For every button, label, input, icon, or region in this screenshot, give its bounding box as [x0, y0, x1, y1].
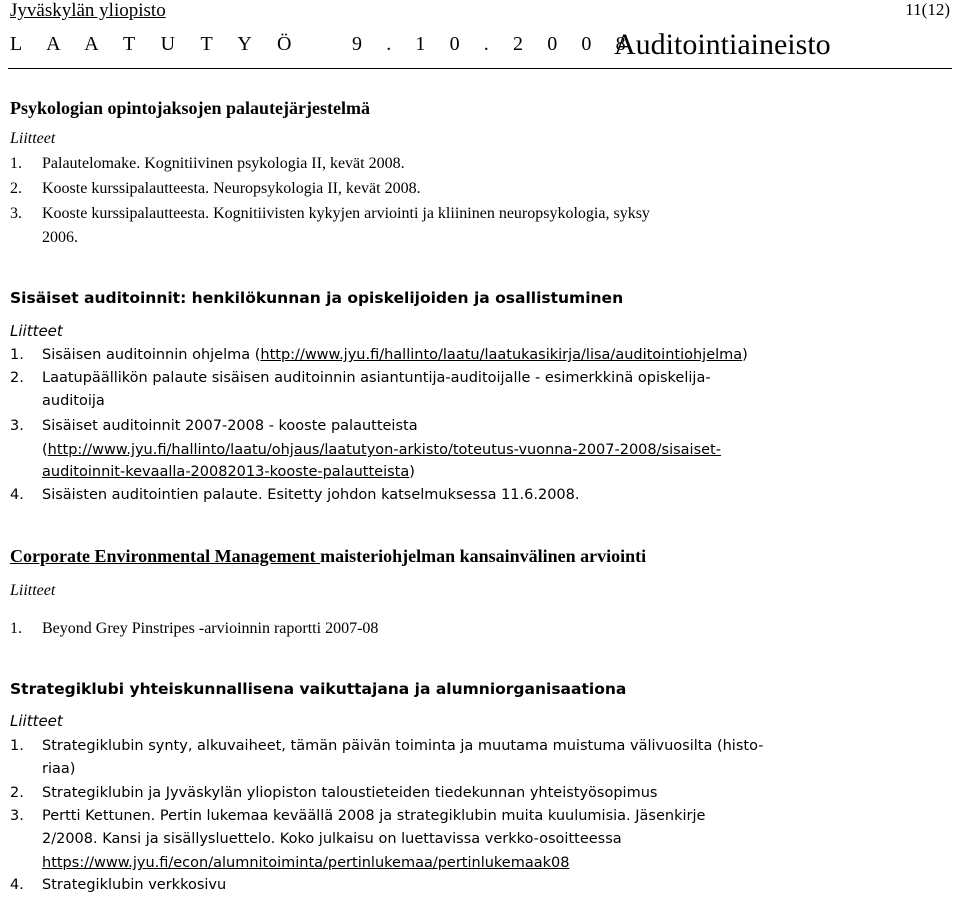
document-title: Auditointiaineisto: [614, 28, 831, 61]
list-item-continuation: 2006.: [42, 229, 78, 246]
kooste-palautteista-link-cont[interactable]: auditoinnit-kevaalla-20082013-kooste-palautteista: [42, 464, 410, 480]
list-item-continuation: auditoija: [42, 393, 105, 409]
section-heading-psykologia: Psykologian opintojaksojen palautejärjestelmä: [10, 98, 370, 118]
attachments-label: Liitteet: [10, 582, 56, 599]
section-heading-strategiklubi: Strategiklubi yhteiskunnallisena vaikuttajana ja alumniorganisaationa: [10, 680, 627, 698]
auditointiohjelma-link[interactable]: http://www.jyu.fi/hallinto/laatu/laatukasikirja/lisa/auditointiohjelma: [260, 347, 743, 363]
list-item-continuation: riaa): [42, 761, 76, 777]
list-item-continuation: (http://www.jyu.fi/hallinto/laatu/ohjaus/laatutyon-arkisto/toteutus-vuonna-2007-2008/sisaiset-: [42, 442, 721, 458]
header-date: 9 . 1 0 . 2 0 0 8: [352, 33, 636, 55]
section-heading-sisaiset: Sisäiset auditoinnit: henkilökunnan ja opiskelijoiden ja osallistuminen: [10, 289, 624, 307]
attachments-label: Liitteet: [10, 322, 63, 340]
university-name: Jyväskylän yliopisto: [10, 0, 166, 21]
pertinlukemaa-link[interactable]: https://www.jyu.fi/econ/alumnitoiminta/pertinlukemaa/pertinlukemaak08: [42, 855, 570, 871]
document-page: Jyväskylän yliopisto 11(12) L A A T U T Y Ö 9 . 1 0 . 2 0 0 8 Auditointiaineisto Psykologian opintojaksojen palautejärjestelmä Liitteet 1. Palautelomake. Kognitiivinen psykologia II, kevät 2008. 2. Kooste kurssipalautteesta. Neuropsykologia II, kevät 2008. 3. Kooste kurssipalautteesta. Kognitiivisten kykyjen arviointi ja kliininen neuropsykologia, syksy 2006. Sisäiset auditoinnit: henkilökunnan ja opiskelijoiden ja osallistuminen Liitteet 1. Sisäisen auditoinnin ohjelma (http://www.jyu.fi/hallinto/laatu/laatukasikirja/lisa/auditointiohjelma) 2. Laatupäällikön palaute sisäisen auditoinnin asiantuntija-auditoijalle - esimerkkinä opiskelija- auditoija 3. Sisäiset auditoinnit 2007-2008 - kooste palautteista (http://www.jyu.fi/hallinto/laatu/ohjaus/laatutyon-arkisto/toteutus-vuonna-2007-2008/sisaiset- auditoinnit-kevaalla-20082013-kooste-palautteista) 4. Sisäisten auditointien palaute. Esitetty johdon katselmuksessa 11.6.2008. Corporate Environmental Management maisteriohjelman kansainvälinen arviointi Liitteet 1. Beyond Grey Pinstripes -arvioinnin raportti 2007-08 Strategiklubi yhteiskunnallisena vaikuttajana ja alumniorganisaationa Liitteet 1. Strategiklubin synty, alkuvaiheet, tämän päivän toiminta ja muutama muistuma välivuosilta (histo- riaa) 2. Strategiklubin ja Jyväskylän yliopiston taloustieteiden tiedekunnan yhteistyösopimus 3. Pertti Kettunen. Pertin lukemaa keväällä 2008 ja strategiklubin muita kuulumisia. Jäsenkirje 2/2008. Kansi ja sisällysluettelo. Koko julkaisu on luettavissa verkko-osoitteessa https://www.jyu.fi/econ/alumnitoiminta/pertinlukemaa/pertinlukemaak08 4. Strategiklubin verkkosivu: [10, 0, 950, 893]
kooste-palautteista-link[interactable]: http://www.jyu.fi/hallinto/laatu/ohjaus/laatutyon-arkisto/toteutus-vuonna-2007-2008/sisaiset-: [47, 442, 721, 458]
page-number: 11(12): [905, 0, 950, 19]
header-rule: [8, 68, 952, 69]
list-item-continuation: 2/2008. Kansi ja sisällysluettelo. Koko julkaisu on luettavissa verkko-osoitteessa: [42, 831, 622, 847]
attachments-label: Liitteet: [10, 712, 63, 730]
list-item-continuation: [42, 855, 569, 871]
list-item-continuation: auditoinnit-kevaalla-20082013-kooste-palautteista): [42, 464, 415, 480]
attachments-label: Liitteet: [10, 130, 56, 147]
section-heading-corporate: Corporate Environmental Management maisteriohjelman kansainvälinen arviointi: [10, 546, 647, 566]
header-laatutyo: L A A T U T Y Ö: [10, 33, 302, 55]
